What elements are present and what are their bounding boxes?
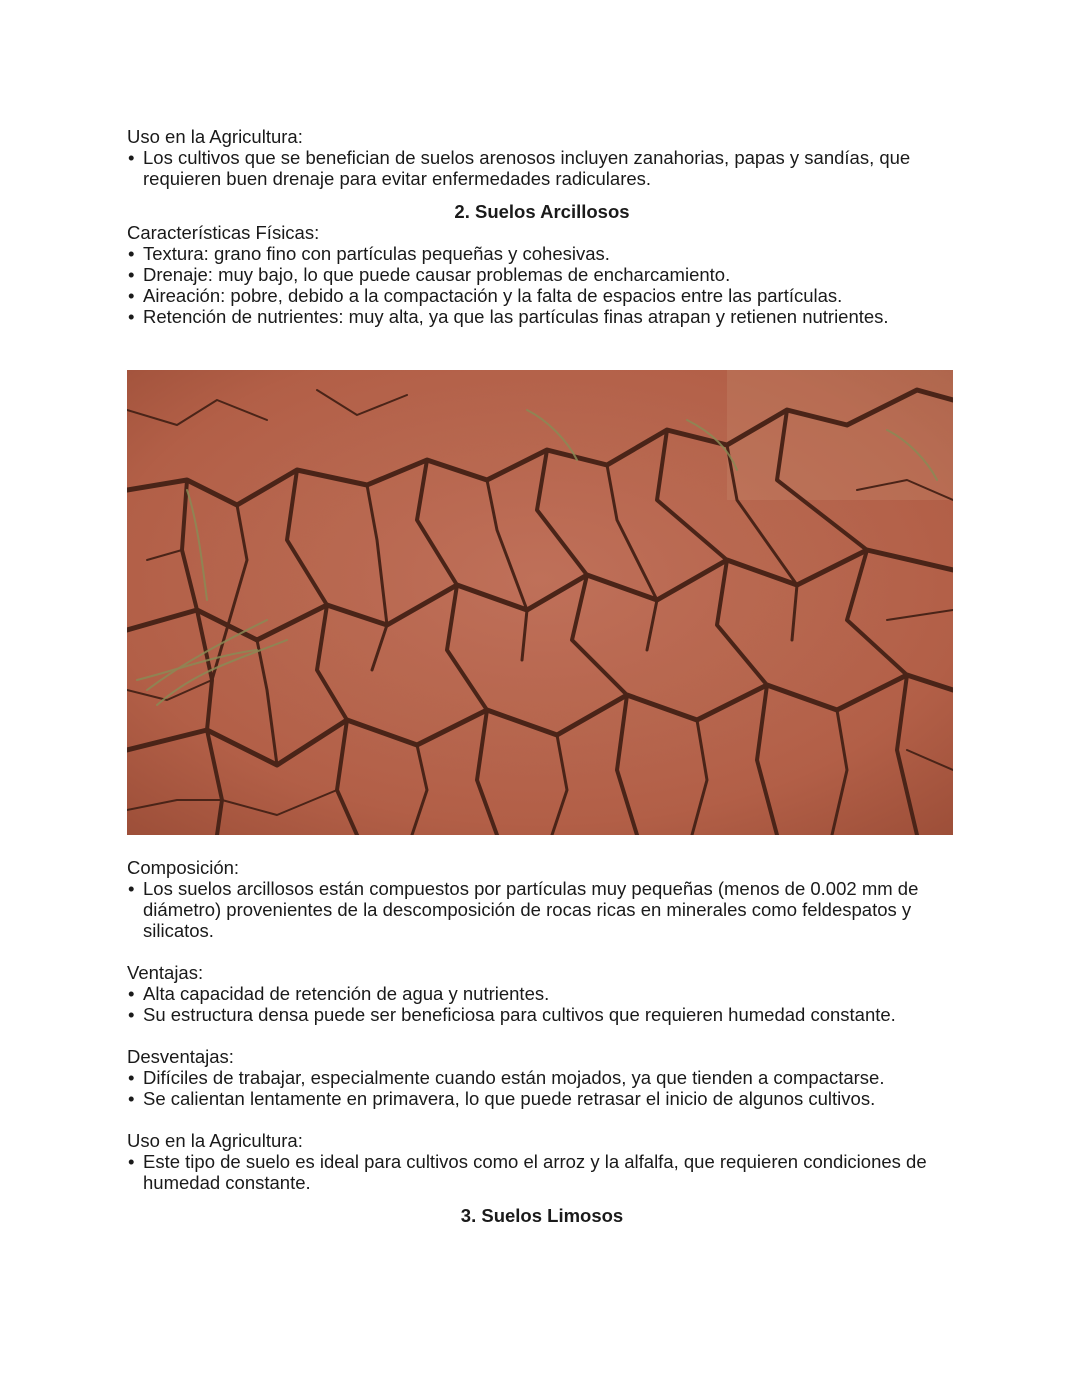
- list-item: • Este tipo de suelo es ideal para cultivos como el arroz y la alfalfa, que requieren condiciones de humedad constante.: [127, 1151, 953, 1193]
- list-item: • Se calientan lentamente en primavera, lo que puede retrasar el inicio de algunos cultivos.: [127, 1088, 953, 1109]
- advantages-list: [127, 983, 953, 1025]
- use-label-clay: Uso en la Agricultura:: [127, 1130, 303, 1151]
- list-item: • Textura: grano fino con partículas pequeñas y cohesivas.: [127, 243, 953, 264]
- section-heading-silt: 3. Suelos Limosos: [460, 1205, 624, 1226]
- list-item: • Su estructura densa puede ser beneficiosa para cultivos que requieren humedad constante.: [127, 1004, 953, 1025]
- list-item: • Aireación: pobre, debido a la compactación y la falta de espacios entre las partículas.: [127, 285, 953, 306]
- list-item: • Los cultivos que se benefician de suelos arenosos incluyen zanahorias, papas y sandías, que requieren buen drenaje para evitar enfermedades radiculares.: [127, 147, 953, 189]
- physical-label: Características Físicas:: [127, 222, 320, 243]
- cracked-clay-soil-photo: [127, 370, 953, 835]
- list-item: • Retención de nutrientes: muy alta, ya que las partículas finas atrapan y retienen nutrientes.: [127, 306, 953, 327]
- use-list-sandy: [127, 147, 953, 189]
- list-item: • Difíciles de trabajar, especialmente cuando están mojados, ya que tienden a compactarse.: [127, 1067, 953, 1088]
- list-item: • Alta capacidad de retención de agua y nutrientes.: [127, 983, 953, 1004]
- disadvantages-list: [127, 1067, 953, 1109]
- list-item: • Los suelos arcillosos están compuestos por partículas muy pequeñas (menos de 0.002 mm de diámetro) provenientes de la descomposición de rocas ricas en minerales como feldespatos y silicatos.: [127, 878, 953, 941]
- disadvantages-label: Desventajas:: [127, 1046, 234, 1067]
- document-page: [127, 126, 953, 1226]
- use-list-clay: [127, 1151, 953, 1193]
- composition-list: [127, 878, 953, 941]
- use-label-sandy: Uso en la Agricultura:: [127, 126, 303, 147]
- section-heading-clay: 2. Suelos Arcillosos: [454, 201, 630, 222]
- list-item: • Drenaje: muy bajo, lo que puede causar problemas de encharcamiento.: [127, 264, 953, 285]
- composition-label: Composición:: [127, 857, 240, 878]
- advantages-label: Ventajas:: [127, 962, 204, 983]
- physical-list: [127, 243, 953, 327]
